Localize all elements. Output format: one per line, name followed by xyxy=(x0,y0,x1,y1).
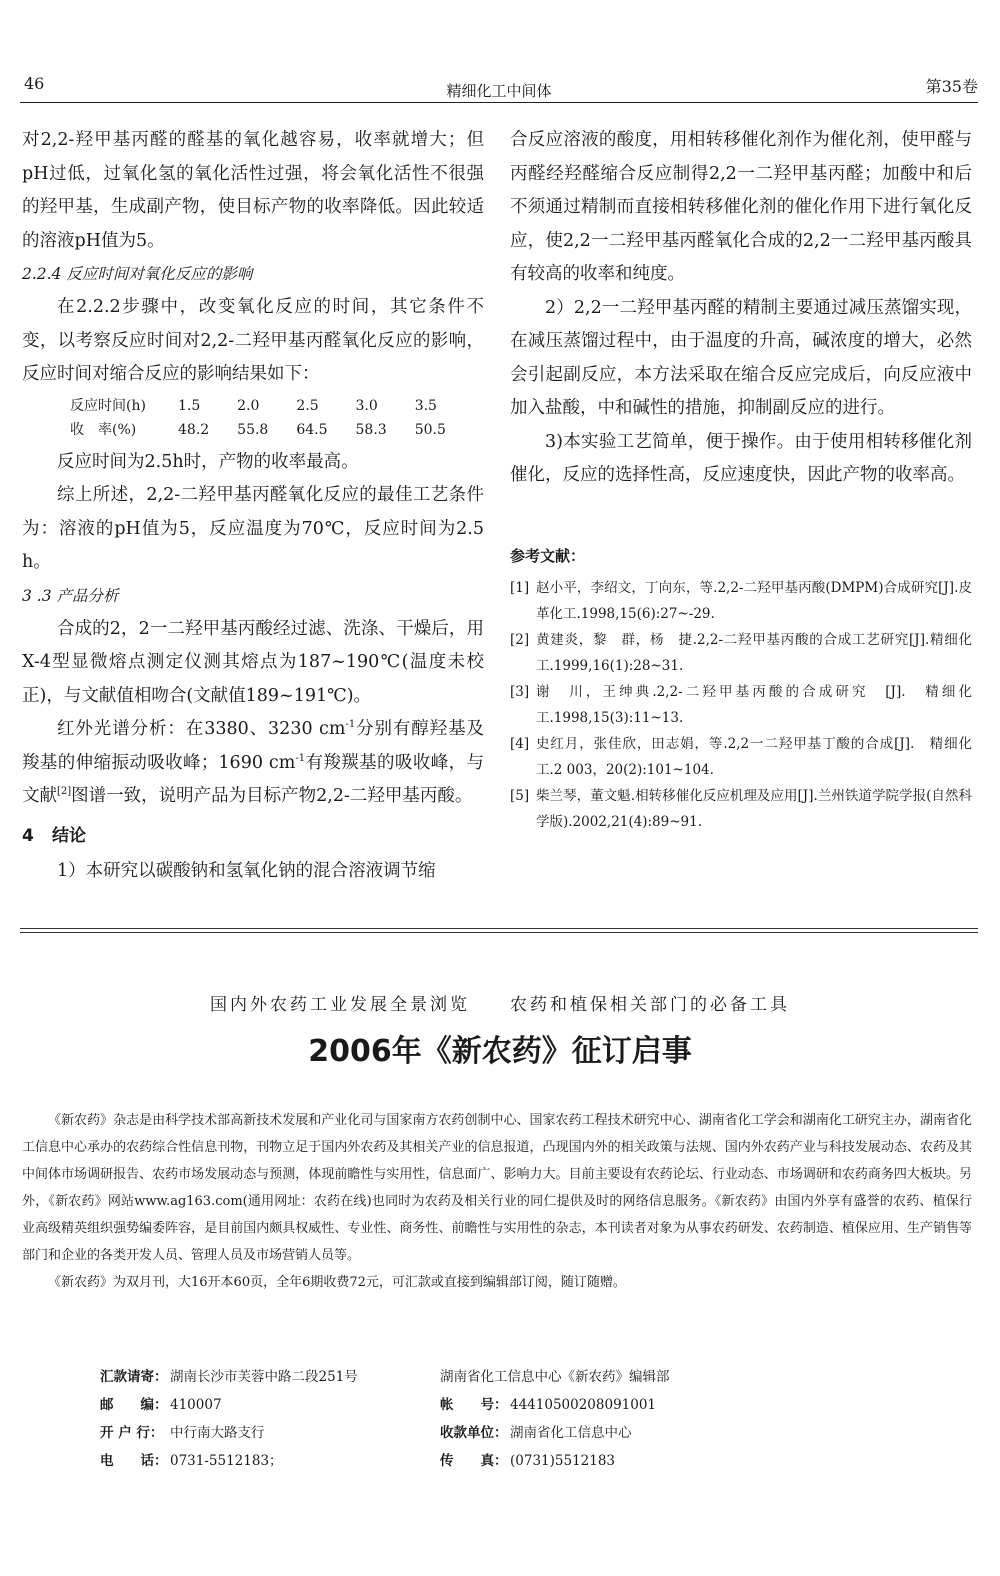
ad-body xyxy=(22,1107,972,1296)
contact-info-right xyxy=(440,1363,800,1475)
contact-value: 0731-5512183； xyxy=(170,1453,283,1469)
text-run: 有羧羰基的吸收峰，与文献 xyxy=(22,752,485,806)
ad-tagline-right: 农药和植保相关部门的必备工具 xyxy=(510,995,790,1015)
contact-value: 410007 xyxy=(170,1397,222,1413)
contact-row xyxy=(100,1419,430,1447)
table-cell: 64.5 xyxy=(296,421,328,438)
paragraph: 3)本实验工艺简单，便于操作。由于使用相转移催化剂催化，反应的选择性高，反应速度快，因此产物的收率高。 xyxy=(510,431,972,485)
paragraph: 1）本研究以碳酸钠和氢氧化钠的混合溶液调节缩 xyxy=(57,861,436,881)
section-heading-4 xyxy=(22,820,484,854)
contact-row xyxy=(440,1391,800,1419)
volume-label: 第35卷 xyxy=(925,77,978,96)
contact-value: 中行南大路支行 xyxy=(170,1425,265,1441)
contact-value: 44410500208091001 xyxy=(510,1397,657,1413)
section-divider xyxy=(20,928,978,929)
ad-tagline xyxy=(0,990,1000,1015)
reference-text: 谢 川，王绅典.2,2-二羟甲基丙酸的合成研究 [J]. 精细化工.1998,15(3):11~13. xyxy=(536,683,972,726)
contact-label: 收款单位： xyxy=(440,1425,508,1441)
reference-item xyxy=(510,731,972,783)
header-rule xyxy=(20,102,978,103)
table-cell: 2.0 xyxy=(237,397,260,414)
reference-item xyxy=(510,627,972,679)
table-cell: 3.5 xyxy=(414,397,437,414)
reference-number: [2] xyxy=(510,631,530,648)
table-cell: 1.5 xyxy=(178,397,201,414)
table-cell: 3.0 xyxy=(355,397,378,414)
contact-value: (0731)5512183 xyxy=(510,1453,616,1469)
paragraph: 合成的2，2一二羟甲基丙酸经过滤、洗涤、干燥后，用X-4型显微熔点测定仪测其熔点为187~190℃(温度未校正)，与文献值相吻合(文献值189~191℃)。 xyxy=(22,618,484,706)
paragraph: 对2,2-羟甲基丙醛的醛基的氧化越容易，收率就增大；但pH过低，过氧化氢的氧化活性过强，将会氧化活性不很强的羟甲基，生成副产物，使目标产物的收率降低。因此较适的溶液pH值为5。 xyxy=(22,130,484,251)
reference-item xyxy=(510,679,972,731)
reference-item xyxy=(510,575,972,627)
contact-label: 邮 编： xyxy=(100,1397,168,1413)
text-run: 红外光谱分析：在3380、3230 cm xyxy=(57,719,346,739)
contact-label: 传 真： xyxy=(440,1453,508,1469)
reference-number: [4] xyxy=(510,735,530,752)
paragraph: 在2.2.2步骤中，改变氧化反应的时间，其它条件不变，以考察反应时间对2,2-二羟甲基丙醛氧化反应的影响，反应时间对缩合反应的影响结果如下： xyxy=(22,297,484,384)
subsection-heading-2-2-4: 2.2.4 反应时间对氧化反应的影响 xyxy=(22,265,253,283)
section-title: 结论 xyxy=(52,825,86,846)
table-row xyxy=(70,394,474,418)
reference-text: 柴兰琴，董文魁.相转移催化反应机理及应用[J].兰州铁道学院学报(自然科学版).2002,21(4):89~91. xyxy=(536,787,972,830)
reference-text: 赵小平，李绍文，丁向东，等.2,2-二羟甲基丙酸(DMPM)合成研究[J].皮革化工.1998,15(6):27~-29. xyxy=(536,579,972,622)
contact-row xyxy=(100,1391,430,1419)
right-column xyxy=(510,124,972,835)
section-divider xyxy=(20,932,978,933)
contact-label: 开 户 行： xyxy=(100,1425,164,1441)
ad-title: 2006年《新农药》征订启事 xyxy=(308,1034,692,1069)
table-cell: 48.2 xyxy=(178,421,210,438)
contact-value: 湖南省化工信息中心《新农药》编辑部 xyxy=(440,1369,670,1385)
text-run: 图谱一致，说明产品为目标产物2,2-二羟甲基丙酸。 xyxy=(71,786,473,806)
left-column xyxy=(22,124,484,889)
reference-number: [3] xyxy=(510,683,530,700)
paragraph: 反应时间为2.5h时，产物的收率最高。 xyxy=(57,451,359,472)
paragraph: 综上所述，2,2-二羟甲基丙醛氧化反应的最佳工艺条件为：溶液的pH值为5，反应温度为70℃，反应时间为2.5 h。 xyxy=(22,485,484,572)
references-heading: 参考文献： xyxy=(510,546,586,565)
contact-value: 湖南省化工信息中心 xyxy=(510,1425,632,1441)
table-row xyxy=(70,418,474,442)
reference-text: 史红月，张佳欣，田志娟，等.2,2一二羟甲基丁酸的合成[J]. 精细化工.2 003，20(2):101~104. xyxy=(536,735,972,778)
contact-row xyxy=(440,1363,800,1391)
paragraph: 合反应溶液的酸度，用相转移催化剂作为催化剂，使甲醛与丙醛经羟醛缩合反应制得2,2一二羟甲基丙醛；加酸中和后不须通过精制而直接相转移催化剂的催化作用下进行氧化反应，使2,2一二羟甲基丙醛氧化合成的2,2一二羟甲基丙酸具有较高的收率和纯度。 xyxy=(510,130,972,284)
contact-row xyxy=(100,1447,430,1475)
citation-superscript: [2] xyxy=(57,786,72,798)
paragraph: 2）2,2一二羟甲基丙醛的精制主要通过减压蒸馏实现，在减压蒸馏过程中，由于温度的升高，碱浓度的增大，必然会引起副反应，本方法采取在缩合反应完成后，向反应液中加入盐酸，中和碱性的措施，抑制副反应的进行。 xyxy=(510,297,972,418)
table-cell: 58.3 xyxy=(355,421,387,438)
reference-item xyxy=(510,783,972,835)
table-cell: 50.5 xyxy=(414,421,446,438)
page-number: 46 xyxy=(24,74,45,93)
ad-paragraph: 《新农药》为双月刊，大16开本60页，全年6期收费72元，可汇款或直接到编辑部订阅，随订随赠。 xyxy=(48,1275,626,1290)
table-row-label: 反应时间(h) xyxy=(70,397,146,414)
contact-row xyxy=(440,1419,800,1447)
contact-label: 帐 号： xyxy=(440,1397,508,1413)
contact-row xyxy=(100,1363,430,1391)
contact-info-left xyxy=(100,1363,430,1475)
contact-label: 电 话： xyxy=(100,1453,168,1469)
ad-tagline-left: 国内外农药工业发展全景浏览 xyxy=(210,995,470,1015)
reference-text: 黄建炎，黎 群，杨 捷.2,2-二羟甲基丙酸的合成工艺研究[J].精细化工.1999,16(1):28~31. xyxy=(536,631,972,674)
superscript: -1 xyxy=(295,752,306,764)
subsection-heading-3-3: 3 .3 产品分析 xyxy=(22,586,119,605)
reference-number: [1] xyxy=(510,579,530,596)
references-list xyxy=(510,575,972,835)
contact-value: 湖南长沙市芙蓉中路二段251号 xyxy=(170,1369,358,1385)
contact-label: 汇款请寄： xyxy=(100,1369,168,1385)
contact-row xyxy=(440,1447,800,1475)
running-header xyxy=(20,74,978,104)
table-cell: 2.5 xyxy=(296,397,319,414)
reference-number: [5] xyxy=(510,787,530,804)
text-run: 分别有醇羟基及羧基的伸缩振动吸收峰；1690 cm xyxy=(22,719,485,773)
reaction-time-table xyxy=(70,394,474,442)
journal-title: 精细化工中间体 xyxy=(446,82,552,100)
superscript: -1 xyxy=(345,719,356,731)
table-row-label: 收 率(%) xyxy=(70,421,137,438)
table-cell: 55.8 xyxy=(237,421,269,438)
ir-analysis-paragraph xyxy=(22,713,484,814)
ad-paragraph: 《新农药》杂志是由科学技术部高新技术发展和产业化司与国家南方农药创制中心、国家农药工程技术研究中心、湖南省化工学会和湖南化工研究主办，湖南省化工信息中心承办的农药综合性信息刊物，刊物立足于国内外农药及其相关产业的信息报道，凸现国内外的相关政策与法规、国内外农药产业与科技发展动态、农药及其中间体市场调研报告、农药市场发展动态与预测，体现前瞻性与实用性，信息面广、影响力大。目前主要设有农药论坛、行业动态、市场调研和农药商务四大板块。另外，《新农药》网站www.ag163.com(通用网址：农药在线)也同时为农药及相关行业的同仁提供及时的网络信息服务。《新农药》由国内外享有盛誉的农药、植保行业高级精英组织强势编委阵容，是目前国内颇具权威性、专业性、商务性、前瞻性与实用性的杂志，本刊读者对象为从事农药研发、农药制造、植保应用、生产销售等部门和企业的各类开发人员、管理人员及市场营销人员等。 xyxy=(22,1113,972,1263)
section-number: 4 xyxy=(22,825,34,846)
